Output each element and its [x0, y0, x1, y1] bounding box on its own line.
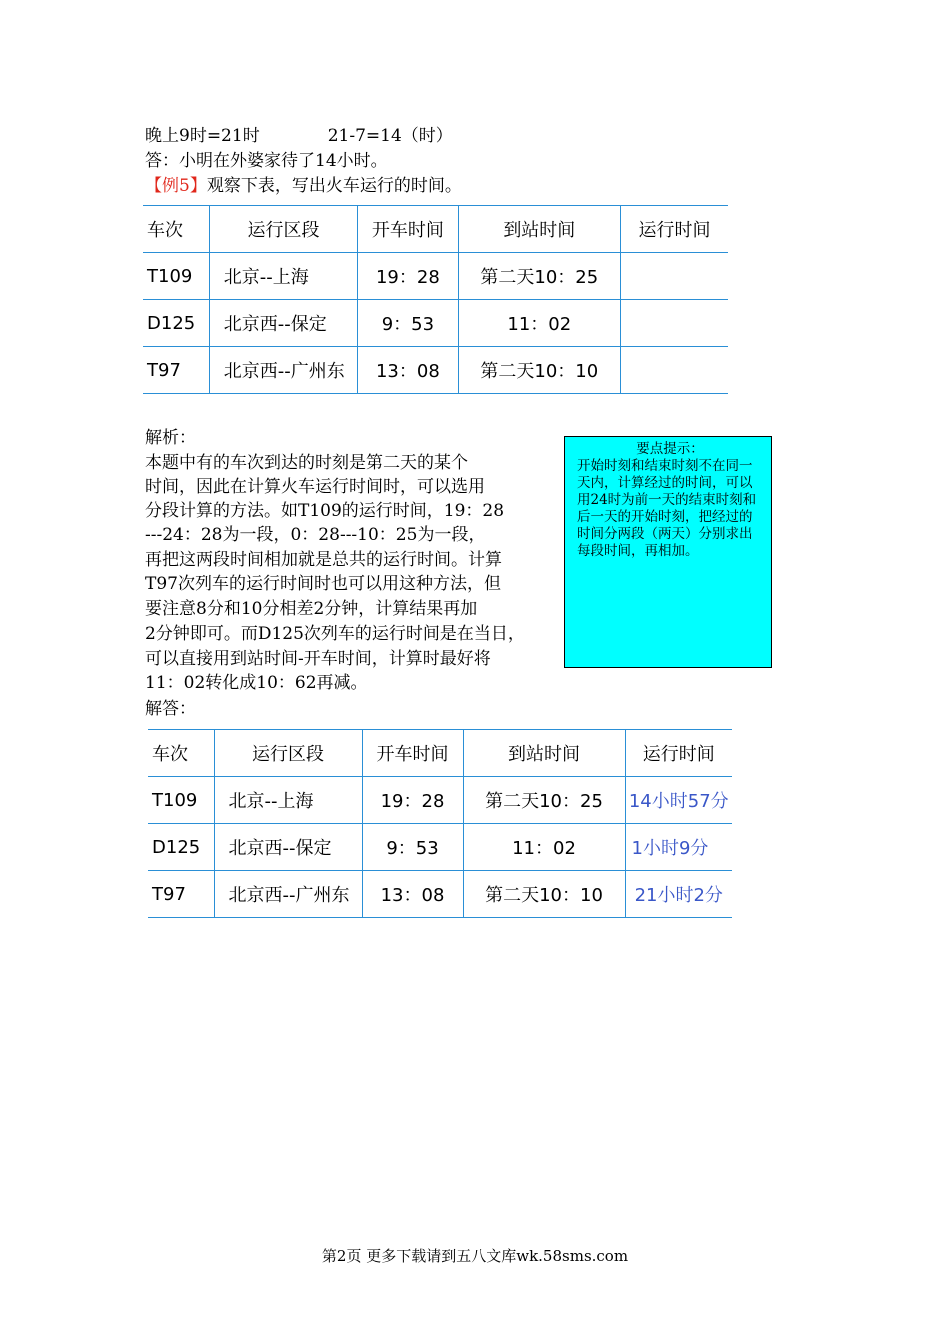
- header-cell: 车次: [148, 730, 214, 777]
- analysis-line: ---24：28为一段，0：28---10：25为一段，: [145, 525, 486, 545]
- table-cell: T97: [143, 347, 209, 394]
- table-cell: 第二天10：10: [463, 871, 625, 918]
- table-cell: 9：53: [362, 824, 463, 871]
- header-cell: 车次: [143, 206, 209, 253]
- answer-cell: 21小时2分: [625, 871, 732, 918]
- table-row: [143, 300, 728, 347]
- table-cell: D125: [148, 824, 214, 871]
- table-cell: [621, 253, 728, 300]
- header-cell: 开车时间: [362, 730, 463, 777]
- table-cell: 13：08: [362, 871, 463, 918]
- answer-label: 解答：: [145, 699, 196, 719]
- tip-title: 要点提示：: [636, 441, 704, 457]
- table-cell: 北京西--广州东: [209, 347, 358, 394]
- table-cell: [621, 300, 728, 347]
- table-cell: 11：02: [458, 300, 621, 347]
- table-cell: 19：28: [358, 253, 458, 300]
- analysis-line: 分段计算的方法。如T109的运行时间，19：28: [145, 501, 505, 521]
- table-cell: 北京西--保定: [214, 824, 362, 871]
- table-cell: 9：53: [358, 300, 458, 347]
- analysis-line: 时间，因此在计算火车运行时间时，可以选用: [145, 477, 485, 497]
- table-cell: 北京西--广州东: [214, 871, 362, 918]
- table-cell: [621, 347, 728, 394]
- table-cell: T109: [143, 253, 209, 300]
- analysis-line: 要注意8分和10分相差2分钟，计算结果再加: [145, 599, 478, 619]
- header-cell: 运行区段: [214, 730, 362, 777]
- table-cell: 北京--上海: [209, 253, 358, 300]
- analysis-label: 解析：: [145, 428, 196, 448]
- table-header-row: [148, 730, 732, 777]
- answer-cell: 1小时9分: [625, 824, 732, 871]
- example-heading: [145, 174, 462, 198]
- intro-line-1b: 21-7=14（时）: [327, 126, 453, 146]
- answer-table: [148, 729, 732, 918]
- analysis-line: T97次列车的运行时间时也可以用这种方法，但: [145, 574, 501, 594]
- table-cell: 19：28: [362, 777, 463, 824]
- analysis-line: 本题中有的车次到达的时刻是第二天的某个: [145, 453, 468, 473]
- analysis-line: 可以直接用到站时间-开车时间，计算时最好将: [145, 649, 491, 669]
- table-cell: T109: [148, 777, 214, 824]
- table-cell: 第二天10：25: [463, 777, 625, 824]
- header-cell: 开车时间: [358, 206, 458, 253]
- analysis-line: 再把这两段时间相加就是总共的运行时间。计算: [145, 550, 502, 570]
- table-cell: 第二天10：25: [458, 253, 621, 300]
- table-row: [148, 824, 732, 871]
- analysis-line: 2分钟即可。而D125次列车的运行时间是在当日，: [145, 624, 525, 644]
- example-text: 观察下表，写出火车运行的时间。: [206, 176, 462, 196]
- table-cell: 11：02: [463, 824, 625, 871]
- answer-cell: 14小时57分: [625, 777, 732, 824]
- header-cell: 运行时间: [625, 730, 732, 777]
- intro-answer: 答：小明在外婆家待了14小时。: [145, 151, 388, 171]
- table-row: [148, 871, 732, 918]
- tip-body: 开始时刻和结束时刻不在同一天内，计算经过的时间，可以用24时为前一天的结束时刻和后一天的开始时刻，把经过的时间分两段（两天）分别求出每段时间，再相加。: [577, 458, 757, 559]
- table-cell: D125: [143, 300, 209, 347]
- table-row: [143, 347, 728, 394]
- header-cell: 运行时间: [621, 206, 728, 253]
- analysis-line: 11：02转化成10：62再减。: [145, 673, 368, 693]
- table-row: [143, 253, 728, 300]
- example-tag: 【例5】: [145, 176, 207, 196]
- table-cell: 北京--上海: [214, 777, 362, 824]
- header-cell: 到站时间: [463, 730, 625, 777]
- table-cell: 13：08: [358, 347, 458, 394]
- table-header-row: [143, 206, 728, 253]
- table-cell: 北京西--保定: [209, 300, 358, 347]
- table-cell: T97: [148, 871, 214, 918]
- page-footer: 第2页 更多下载请到五八文库wk.58sms.com: [321, 1247, 629, 1265]
- intro-line-1: [145, 124, 453, 148]
- intro-line-1a: 晚上9时=21时: [145, 126, 260, 146]
- header-cell: 运行区段: [209, 206, 358, 253]
- table-cell: 第二天10：10: [458, 347, 621, 394]
- header-cell: 到站时间: [458, 206, 621, 253]
- table-row: [148, 777, 732, 824]
- tip-box: [564, 436, 772, 668]
- train-table: [143, 205, 728, 394]
